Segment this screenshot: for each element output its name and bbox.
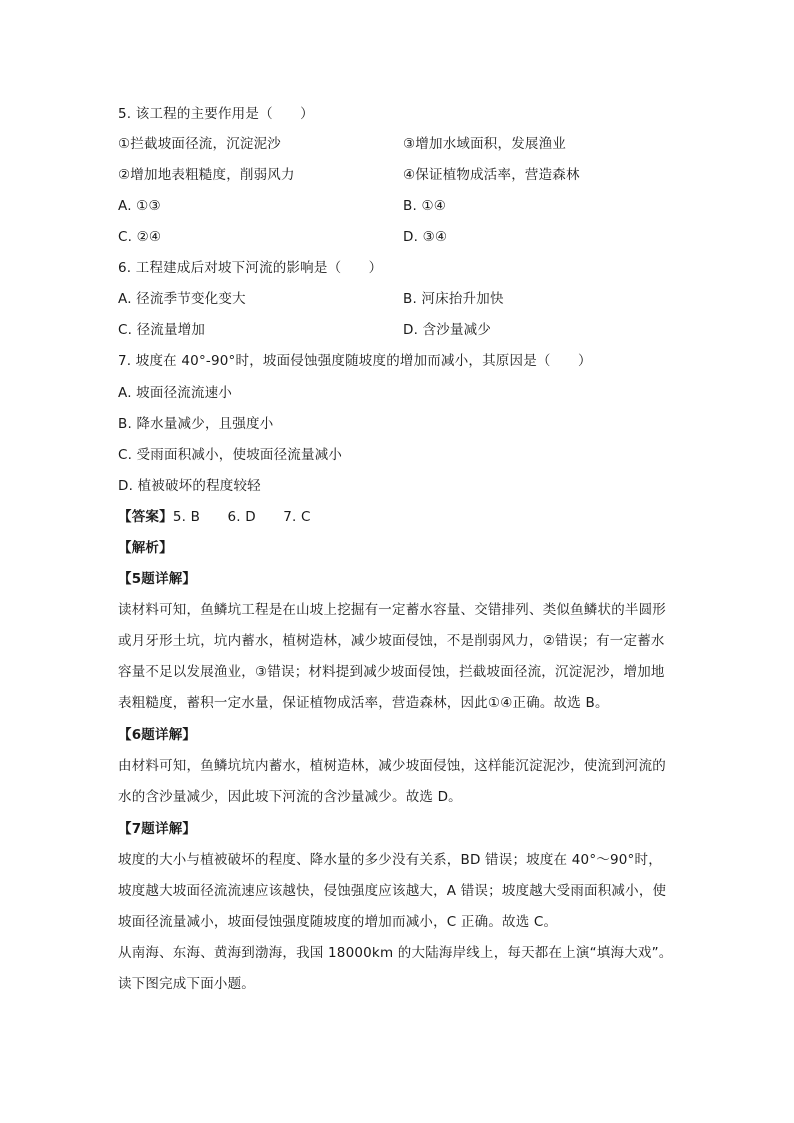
q6-option-a: A. 径流季节变化变大: [118, 291, 246, 307]
q7-option-a: A. 坡面径流流速小: [118, 385, 233, 401]
detail-5-line: 表粗糙度，蓄积一定水量，保证植物成活率，营造森林，因此①④正确。故选 B。: [118, 695, 609, 711]
intro-line: 读下图完成下面小题。: [118, 976, 255, 992]
q5-option-a: A. ①③: [118, 198, 161, 214]
q6-option-d: D. 含沙量减少: [403, 322, 492, 338]
q6-option-c: C. 径流量增加: [118, 322, 206, 338]
detail-5-paragraph: [118, 600, 678, 724]
detail-6-line: 由材料可知，鱼鳞坑坑内蓄水，植树造林，减少坡面侵蚀，这样能沉淀泥沙，使流到河流的: [118, 758, 666, 774]
q5-item-2: ②增加地表粗糙度，削弱风力: [118, 167, 295, 183]
q7-stem: 7. 坡度在 40°-90°时，坡面侵蚀强度随坡度的增加而减小，其原因是（ ）: [118, 353, 592, 369]
detail-5-line: 读材料可知，鱼鳞坑工程是在山坡上挖掘有一定蓄水容量、交错排列、类似鱼鳞状的半圆形: [118, 602, 666, 618]
q5-item-1: ①拦截坡面径流，沉淀泥沙: [118, 136, 282, 152]
next-question-intro: [118, 943, 678, 1005]
intro-line: 从南海、东海、黄海到渤海，我国 18000km 的大陆海岸线上，每天都在上演“填海大戏”。: [118, 945, 673, 961]
q5-option-d: D. ③④: [403, 229, 448, 245]
detail-6-paragraph: [118, 756, 678, 818]
q5-item-4: ④保证植物成活率，营造森林: [403, 167, 580, 183]
q7-option-c: C. 受雨面积减小，使坡面径流量减小: [118, 447, 343, 463]
q5-option-b: B. ①④: [403, 198, 447, 214]
detail-6-heading: 【6题详解】: [118, 727, 197, 743]
detail-7-line: 坡度的大小与植被破坏的程度、降水量的多少没有关系，BD 错误；坡度在 40°～90°时，: [118, 852, 662, 868]
detail-7-line: 坡面径流量减小，坡面侵蚀强度随坡度的增加而减小，C 正确。故选 C。: [118, 914, 558, 930]
answer-line: [118, 507, 311, 527]
answer-label: 【答案】: [118, 509, 173, 525]
q5-stem: 5. 该工程的主要作用是（ ）: [118, 106, 314, 122]
q5-item-3: ③增加水域面积，发展渔业: [403, 136, 567, 152]
detail-6-line: 水的含沙量减少，因此坡下河流的含沙量减少。故选 D。: [118, 789, 462, 805]
detail-7-paragraph: [118, 850, 678, 943]
q6-stem: 6. 工程建成后对坡下河流的影响是（ ）: [118, 260, 383, 276]
answer-text: 5. B 6. D 7. C: [172, 509, 311, 525]
analysis-label: 【解析】: [118, 540, 173, 556]
q5-option-c: C. ②④: [118, 229, 162, 245]
detail-5-line: 容量不足以发展渔业，③错误；材料提到减少坡面侵蚀，拦截坡面径流，沉淀泥沙，增加地: [118, 664, 665, 680]
detail-5-line: 或月牙形土坑，坑内蓄水，植树造林，减少坡面侵蚀，不是削弱风力，②错误；有一定蓄水: [118, 633, 665, 649]
detail-7-heading: 【7题详解】: [118, 821, 197, 837]
q6-option-b: B. 河床抬升加快: [403, 291, 504, 307]
detail-5-heading: 【5题详解】: [118, 571, 197, 587]
detail-7-line: 坡度越大坡面径流流速应该越快，侵蚀强度应该越大，A 错误；坡度越大受雨面积减小，使: [118, 883, 667, 899]
q7-option-d: D. 植被破坏的程度较轻: [118, 478, 261, 494]
q7-option-b: B. 降水量减少，且强度小: [118, 416, 274, 432]
